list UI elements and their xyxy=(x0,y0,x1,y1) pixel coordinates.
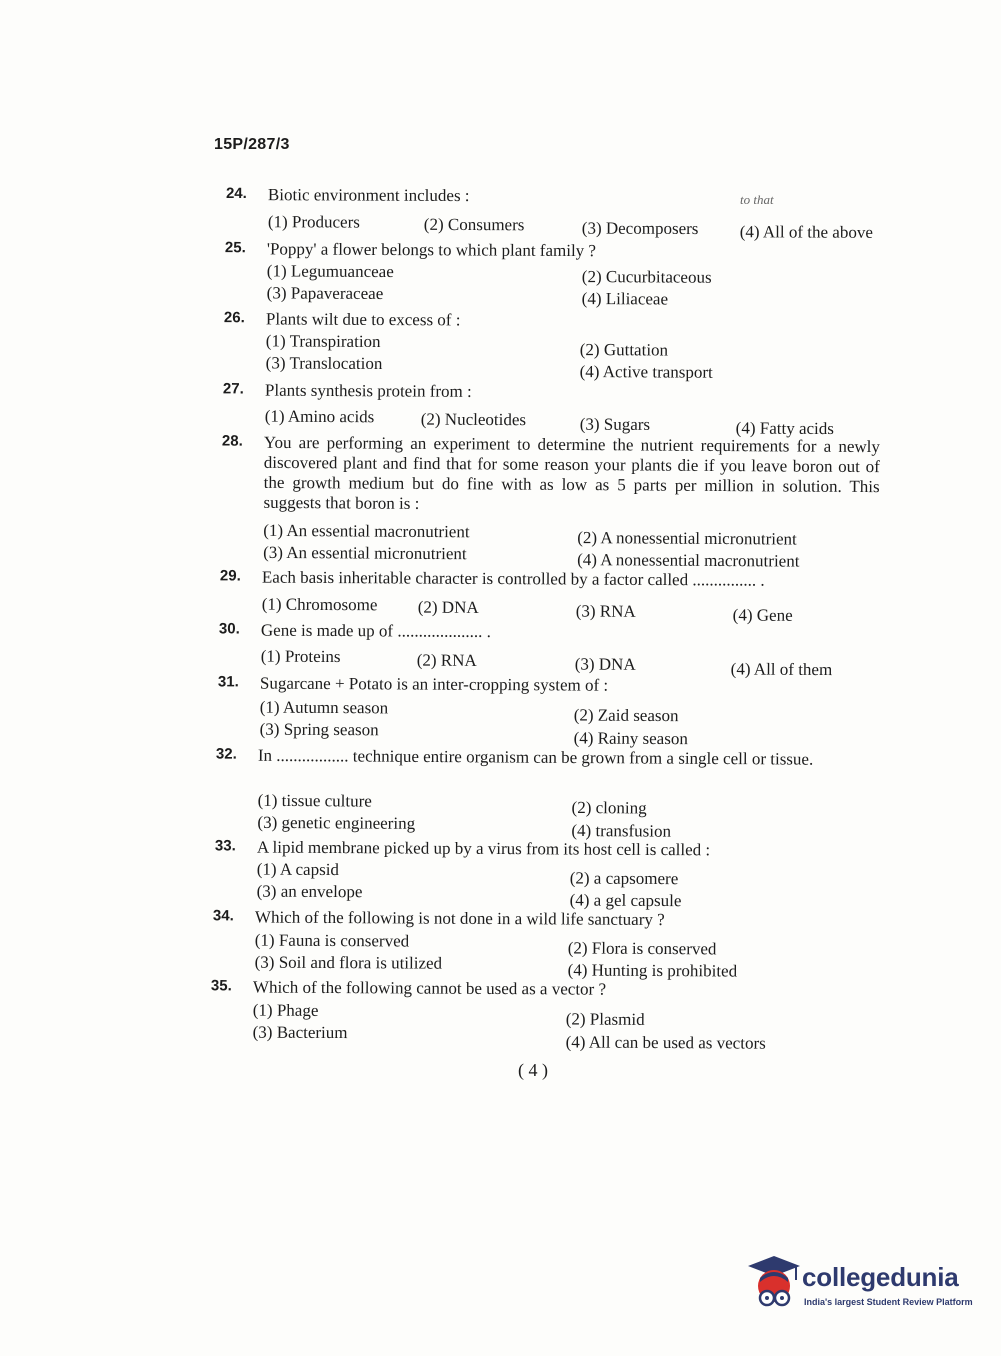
question-number: 30. xyxy=(218,620,240,638)
question-number: 32. xyxy=(215,745,237,763)
option: (1) tissue culture xyxy=(257,790,372,811)
question-text: Plants synthesis protein from : xyxy=(264,380,472,401)
option: (4) a gel capsule xyxy=(569,890,682,911)
question-text: Sugarcane + Potato is an inter-cropping system of : xyxy=(259,673,609,695)
question-number: 33. xyxy=(214,837,236,855)
logo-tagline: India's largest Student Review Platform xyxy=(804,1297,973,1307)
question-number: 27. xyxy=(222,380,244,398)
option: (1) Chromosome xyxy=(261,594,378,615)
question-35 xyxy=(0,976,1001,1053)
question-30 xyxy=(0,619,1001,680)
question-31 xyxy=(0,672,1001,749)
question-text: Which of the following cannot be used as a vector ? xyxy=(252,977,607,999)
option: (1) Transpiration xyxy=(265,331,381,351)
option: (2) Zaid season xyxy=(573,705,679,726)
option: (2) cloning xyxy=(571,797,647,818)
option: (1) Producers xyxy=(267,212,360,232)
paper-code: 15P/287/3 xyxy=(214,136,290,153)
question-text: Gene is made up of .................... . xyxy=(260,620,491,641)
option: (4) Hunting is prohibited xyxy=(567,960,738,981)
question-32 xyxy=(0,744,1001,841)
question-29 xyxy=(0,566,1001,625)
option: (3) Bacterium xyxy=(252,1022,348,1043)
question-34 xyxy=(0,906,1001,981)
option: (2) Guttation xyxy=(579,340,669,360)
option: (2) Flora is conserved xyxy=(567,938,717,959)
question-text: Each basis inheritable character is controlled by a factor called ............... . xyxy=(261,567,765,590)
option: (2) Consumers xyxy=(423,214,525,235)
option: (2) RNA xyxy=(416,650,477,670)
option: (3) an envelope xyxy=(256,881,363,902)
option: (4) All can be used as vectors xyxy=(565,1032,766,1053)
option: (4) Liliaceae xyxy=(581,289,669,309)
option: (4) A nonessential macronutrient xyxy=(577,550,800,571)
question-26 xyxy=(0,308,1001,382)
option: (3) Translocation xyxy=(265,353,383,374)
page-number: ( 4 ) xyxy=(518,1060,548,1080)
question-number: 29. xyxy=(219,567,241,585)
option: (2) Nucleotides xyxy=(420,409,527,430)
option: (4) Gene xyxy=(732,605,793,625)
collegedunia-logo[interactable] xyxy=(744,1252,974,1316)
option: (4) All of the above xyxy=(739,222,873,242)
option: (2) Cucurbitaceous xyxy=(581,267,712,287)
option: (1) A capsid xyxy=(256,859,340,880)
option: (3) Soil and flora is utilized xyxy=(254,952,443,973)
option: (1) Fauna is conserved xyxy=(254,930,410,951)
option: (1) Phage xyxy=(252,1000,319,1020)
question-text: Which of the following is not done in a wild life sanctuary ? xyxy=(254,907,665,930)
question-33 xyxy=(0,836,1001,911)
logo-name: collegedunia xyxy=(802,1262,959,1292)
question-text: You are performing an experiment to determine the nutrient requirements for a newly discovered plant and find that for some reason your plants die if you leave boron out of the growth medium but do fine with as low as 5 parts per million in solution. This suggests that boron is : xyxy=(263,432,880,513)
question-number: 34. xyxy=(212,907,234,925)
question-number: 28. xyxy=(221,432,243,450)
option: (4) Fatty acids xyxy=(735,418,834,439)
option: (3) Spring season xyxy=(259,719,379,740)
option: (1) Amino acids xyxy=(264,406,375,427)
question-number: 35. xyxy=(210,977,232,995)
question-text: 'Poppy' a flower belongs to which plant family ? xyxy=(266,239,597,261)
question-text: Plants wilt due to excess of : xyxy=(265,309,461,330)
option: (3) An essential micronutrient xyxy=(263,542,467,564)
option: (3) Papaveraceae xyxy=(266,283,384,304)
option: (2) A nonessential micronutrient xyxy=(577,528,797,549)
option: (2) Plasmid xyxy=(565,1009,645,1029)
option: (3) genetic engineering xyxy=(257,812,416,833)
option: (1) Proteins xyxy=(260,646,341,667)
option: (1) An essential macronutrient xyxy=(263,520,470,542)
margin-scribble: to that xyxy=(740,192,774,207)
question-number: 26. xyxy=(223,309,245,327)
option: (4) Active transport xyxy=(579,362,713,382)
mascot-icon xyxy=(744,1252,802,1314)
question-text: A lipid membrane picked up by a virus from its host cell is called : xyxy=(256,837,711,860)
option: (3) RNA xyxy=(575,601,636,621)
question-27 xyxy=(0,379,1001,439)
question-number: 24. xyxy=(225,184,247,203)
option: (3) Sugars xyxy=(579,414,651,434)
option: (4) Rainy season xyxy=(573,728,688,749)
option: (3) DNA xyxy=(574,654,636,674)
option: (4) All of them xyxy=(730,659,833,680)
option: (2) DNA xyxy=(417,597,479,617)
question-number: 31. xyxy=(217,673,239,691)
option: (4) transfusion xyxy=(571,820,672,841)
option: (2) a capsomere xyxy=(569,868,679,889)
option: (1) Legumuanceae xyxy=(266,261,394,282)
question-text: Biotic environment includes : xyxy=(267,185,470,206)
option: (1) Autumn season xyxy=(259,697,389,718)
question-number: 25. xyxy=(224,239,246,257)
question-28 xyxy=(0,431,1001,571)
question-text: In ................. technique entire organism can be grown from a single cell or tissue. xyxy=(257,745,814,769)
option: (3) Decomposers xyxy=(581,218,699,239)
